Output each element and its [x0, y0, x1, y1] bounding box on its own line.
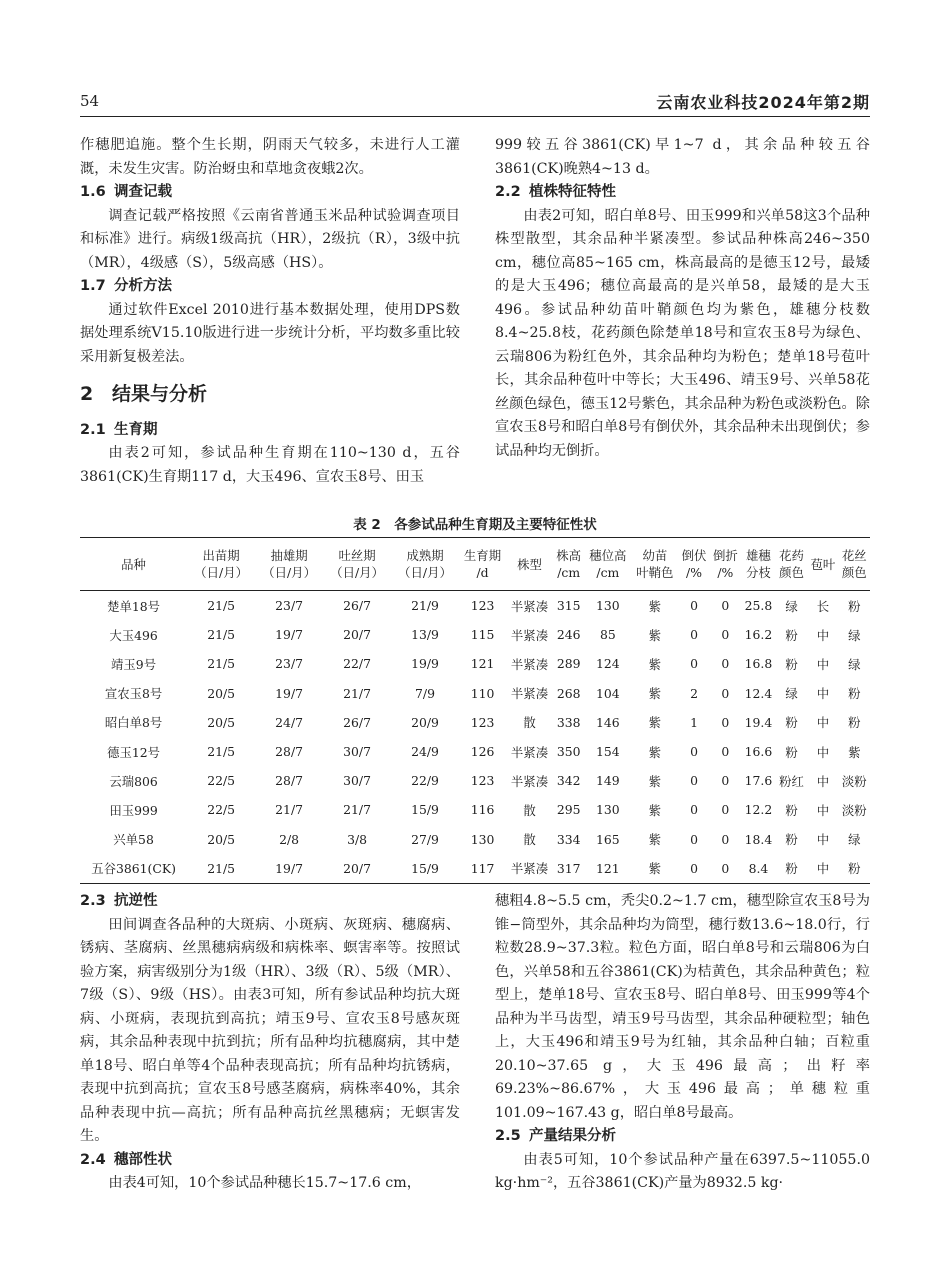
table-cell: 0: [721, 656, 730, 672]
table-cell: 123: [470, 714, 495, 730]
table-cell: 17.6: [744, 773, 773, 789]
table-cell: 30/7: [343, 773, 371, 789]
paragraph: 由表4可知，10个参试品种穗长15.7~17.6 cm，: [108, 1175, 421, 1191]
paragraph: 穗粗4.8~5.5 cm，秃尖0.2~1.7 cm，穗型除宣农玉8号为锥−筒型外，其余品种均为筒型，穗行数13.6~18.0行，行粒数28.9~37.3粒。粒色方面，昭白单8号和云瑞806为白色，兴单58和五谷3861(CK)为桔黄色，其余品种黄色；粒型上，楚单18号、宣农玉8号、昭白单8号、田玉999等4个品种为半马齿型，靖玉9号马齿型，其余品种硬粒型；轴色上，大玉496和靖玉9号为红轴，其余品种白轴；百粒重20.10~37.65 g，大玉496最高；出籽率69.23%~86.67%，大玉496最高；单穗粒重101.09~167.43 g，昭白单8号最高。: [495, 893, 870, 1121]
table-cell: 289: [556, 656, 581, 672]
paragraph: 由表2可知，昭白单8号、田玉999和兴单58这3个品种株型散型，其余品种半紧凑型。参试品种株高246~350 cm，穗位高85~165 cm，株高最高的是德玉12号，最矮的是大玉496；穗位高最高的是兴单58，最矮的是大玉496。参试品种幼苗叶鞘颜色均为紫色，雄穗分枝数8.4~25.8枝，花药颜色除楚单18号和宣农玉8号为绿色、云瑞806为粉红色外，其余品种均为粉色；楚单18号苞叶长，其余品种苞叶中等长；大玉496、靖玉9号、兴单58花丝颜色绿色，德玉12号紫色，其余品种为粉色或淡粉色。除宣农玉8号和昭白单8号有倒伏外，其余品种未出现倒伏；参试品种均无倒折。: [495, 207, 870, 459]
table-cell: 20/5: [207, 685, 236, 701]
table-cell: 绿: [848, 656, 861, 672]
table-cell: 21/5: [207, 860, 236, 876]
table-cell: 21/7: [275, 802, 303, 818]
table-cell: 165: [596, 831, 620, 847]
table-cell: 21/5: [207, 656, 236, 672]
table-cell: 半紧凑: [510, 686, 549, 702]
table-cell: 12.2: [744, 802, 773, 818]
table-header-cell: 株型: [506, 538, 553, 591]
table-cell: 24/7: [275, 714, 303, 730]
table-cell: 粉: [848, 686, 861, 702]
table-cell: 中: [816, 773, 830, 789]
table-cell: 紫: [648, 656, 662, 672]
table-cell: 半紧凑: [510, 598, 549, 614]
table-cell: 绿: [848, 627, 861, 643]
table-row: [80, 591, 870, 621]
table-cell: 317: [556, 860, 581, 876]
table-header-cell: 出苗期 （日/月）: [187, 538, 255, 591]
paragraph: 通过软件Excel 2010进行基本数据处理，使用DPS数据处理系统V15.10版进行进一步统计分析，平均数多重比较采用新复极差法。: [80, 301, 460, 365]
paragraph: 由表5可知，10个参试品种产量在6397.5~11055.0 kg·hm⁻²，五谷3861(CK)产量为8932.5 kg·: [495, 1151, 870, 1191]
table-cell: 154: [596, 744, 620, 760]
table-cell: 146: [596, 714, 620, 730]
table-cell: 20/7: [343, 860, 371, 876]
table-cell: 21/7: [343, 685, 371, 701]
table-cell: 0: [721, 802, 730, 818]
table-cell: 315: [556, 598, 581, 614]
table-cell: 0: [721, 627, 730, 643]
table-cell: 117: [470, 860, 495, 876]
table-cell: 19/7: [275, 627, 303, 643]
table-cell: 半紧凑: [510, 627, 549, 643]
table-cell: 粉: [785, 744, 798, 760]
table-cell: 18.4: [744, 831, 773, 847]
table-cell: 3/8: [347, 831, 368, 847]
table-cell: 23/7: [275, 598, 303, 614]
table-cell: 绿: [785, 686, 798, 702]
table-cell: 20/5: [207, 714, 236, 730]
paragraph: 999较五谷3861(CK)早1~7 d，其余品种较五谷3861(CK)晚熟4~13 d。: [495, 137, 870, 177]
table-cell: 130: [470, 831, 495, 847]
table-cell: 21/9: [411, 598, 439, 614]
right-column-top: [495, 134, 870, 463]
table-cell: 中: [816, 715, 830, 731]
table-cell: 靖玉9号: [111, 656, 157, 672]
table-cell: 110: [470, 685, 495, 701]
table-cell: 楚单18号: [107, 598, 161, 614]
table-cell: 13/9: [411, 627, 439, 643]
table-header-cell: 生育期 /d: [459, 538, 506, 591]
table-cell: 0: [690, 598, 698, 614]
table-cell: 0: [721, 773, 730, 789]
section-heading-2: 2 结果与分析: [80, 383, 208, 405]
table-cell: 中: [816, 686, 830, 702]
paragraph: 由表2可知，参试品种生育期在110~130 d，五谷3861(CK)生育期117 d，大玉496、宣农玉8号、田玉: [80, 445, 460, 485]
paragraph: 调查记载严格按照《云南省普通玉米品种试验调查项目和标准》进行。病级1级高抗（HR），2级抗（R），3级中抗（MR），4级感（S），5级高感（HS）。: [80, 207, 460, 271]
table-cell: 20/9: [411, 714, 439, 730]
left-column-bottom: [80, 890, 460, 1196]
table-cell: 紫: [648, 598, 662, 614]
table-cell: 田玉999: [109, 802, 158, 818]
table-cell: 126: [470, 744, 495, 760]
table-row: [80, 649, 870, 678]
table-cell: 22/9: [411, 773, 439, 789]
table-cell: 19.4: [744, 714, 773, 730]
table-cell: 粉: [785, 627, 798, 643]
table-cell: 21/5: [207, 627, 236, 643]
table-cell: 19/9: [411, 656, 439, 672]
table-header-cell: 株高 /cm: [553, 538, 584, 591]
table-cell: 淡粉: [841, 802, 867, 818]
table-cell: 0: [721, 714, 730, 730]
table-cell: 宣农玉8号: [104, 686, 163, 702]
table-cell: 紫: [648, 832, 662, 848]
table-cell: 紫: [648, 773, 662, 789]
table-row: [80, 708, 870, 737]
table-cell: 22/5: [207, 802, 236, 818]
table-cell: 兴单58: [113, 832, 154, 848]
table-cell: 115: [470, 627, 495, 643]
table-cell: 149: [596, 773, 620, 789]
table-cell: 粉红: [779, 773, 804, 789]
table-cell: 334: [556, 831, 581, 847]
table-cell: 0: [690, 627, 698, 643]
table-cell: 30/7: [343, 744, 371, 760]
table-cell: 散: [523, 715, 536, 731]
table-cell: 散: [523, 802, 536, 818]
table-cell: 中: [816, 744, 830, 760]
table-header-cell: 吐丝期 （日/月）: [323, 538, 391, 591]
table-cell: 中: [816, 861, 830, 877]
table-cell: 268: [556, 685, 581, 701]
table-header-cell: 花丝 颜色: [839, 538, 870, 591]
table-cell: 124: [596, 656, 620, 672]
table-cell: 紫: [648, 744, 662, 760]
section-heading-2-1: 2.1 生育期: [80, 421, 158, 438]
table-cell: 0: [690, 656, 698, 672]
table-cell: 0: [721, 831, 730, 847]
table-cell: 22/5: [207, 773, 236, 789]
table-row: [80, 737, 870, 766]
table-cell: 粉: [785, 832, 798, 848]
table-header-cell: 品种: [80, 538, 187, 591]
section-heading-2-5: 2.5 产量结果分析: [495, 1128, 616, 1144]
table-cell: 123: [470, 773, 495, 789]
table-cell: 半紧凑: [510, 744, 549, 760]
table-cell: 123: [470, 598, 495, 614]
table-header-cell: 雄穗 分枝: [741, 538, 776, 591]
table-cell: 24/9: [411, 744, 439, 760]
table-cell: 淡粉: [841, 773, 867, 789]
table-cell: 2: [690, 685, 698, 701]
table-cell: 散: [523, 832, 536, 848]
table-cell: 21/5: [207, 598, 236, 614]
table-cell: 1: [690, 714, 698, 730]
table-cell: 116: [470, 802, 495, 818]
table-cell: 紫: [648, 627, 662, 643]
table-cell: 长: [816, 598, 830, 614]
table-row: [80, 795, 870, 824]
table-header-cell: 抽雄期 （日/月）: [255, 538, 323, 591]
table-cell: 粉: [785, 802, 798, 818]
table-cell: 15/9: [411, 860, 439, 876]
table-cell: 0: [690, 802, 698, 818]
table-cell: 12.4: [744, 685, 773, 701]
table-cell: 23/7: [275, 656, 303, 672]
table-cell: 半紧凑: [510, 861, 549, 877]
table-cell: 19/7: [275, 685, 303, 701]
table-cell: 0: [690, 831, 698, 847]
table-cell: 121: [596, 860, 620, 876]
table-cell: 2/8: [279, 831, 300, 847]
table-cell: 130: [596, 598, 620, 614]
table-cell: 20/5: [207, 831, 236, 847]
left-column-top: [80, 134, 460, 489]
table-cell: 8.4: [748, 860, 769, 876]
table-cell: 21/5: [207, 744, 236, 760]
table-cell: 15/9: [411, 802, 439, 818]
table-row: [80, 825, 870, 854]
table-cell: 121: [470, 656, 495, 672]
table-cell: 130: [596, 802, 620, 818]
table-cell: 27/9: [411, 831, 439, 847]
table-cell: 粉: [785, 656, 798, 672]
table-cell: 0: [721, 685, 730, 701]
table-cell: 紫: [648, 715, 662, 731]
table-cell: 大玉496: [109, 627, 158, 643]
table-caption: 表 2 各参试品种生育期及主要特征性状: [353, 517, 597, 533]
section-heading-1-7: 1.7 分析方法: [80, 278, 172, 294]
journal-title: 云南农业科技2024年第2期: [656, 93, 870, 112]
table-row: [80, 679, 870, 708]
table-body: [80, 591, 870, 884]
table-cell: 云瑞806: [109, 773, 158, 789]
table-header-row: [80, 538, 870, 591]
table-cell: 紫: [648, 802, 662, 818]
right-column-bottom: [495, 890, 870, 1196]
table-cell: 85: [599, 627, 616, 643]
table-cell: 绿: [785, 598, 798, 614]
table-cell: 粉: [848, 598, 861, 614]
table-cell: 0: [721, 598, 730, 614]
table-cell: 16.6: [744, 744, 773, 760]
table-cell: 紫: [648, 686, 662, 702]
section-heading-1-6: 1.6 调查记载: [80, 184, 172, 200]
table-cell: 粉: [848, 715, 861, 731]
table-cell: 295: [556, 802, 581, 818]
table-cell: 绿: [848, 832, 861, 848]
table-cell: 26/7: [343, 598, 371, 614]
table-cell: 半紧凑: [510, 773, 549, 789]
table-cell: 粉: [848, 861, 861, 877]
table-cell: 16.8: [744, 656, 773, 672]
table-cell: 五谷3861(CK): [91, 861, 176, 877]
paragraph: 作穗肥追施。整个生长期，阴雨天气较多，未进行人工灌溉，未发生灾害。防治蚜虫和草地贪夜蛾2次。: [80, 137, 460, 177]
table-cell: 342: [556, 773, 581, 789]
table-cell: 0: [690, 773, 698, 789]
page-number: 54: [80, 92, 100, 110]
table-cell: 21/7: [343, 802, 371, 818]
table-cell: 粉: [785, 861, 798, 877]
page-header: [80, 90, 870, 117]
table-cell: 紫: [848, 744, 861, 760]
table-cell: 中: [816, 802, 830, 818]
table-cell: 246: [556, 627, 581, 643]
table-cell: 104: [596, 685, 620, 701]
table-cell: 0: [721, 860, 730, 876]
table-2: [80, 537, 870, 884]
table-cell: 粉: [785, 715, 798, 731]
table-cell: 0: [690, 744, 698, 760]
table-cell: 26/7: [343, 714, 371, 730]
table-row: [80, 766, 870, 795]
table-cell: 0: [721, 744, 730, 760]
table-cell: 28/7: [275, 773, 303, 789]
table-row: [80, 620, 870, 649]
section-heading-2-3: 2.3 抗逆性: [80, 893, 158, 909]
table-cell: 昭白单8号: [104, 715, 163, 731]
table-cell: 19/7: [275, 860, 303, 876]
table-row: [80, 854, 870, 884]
table-header-cell: 花药 颜色: [776, 538, 807, 591]
table-cell: 紫: [648, 861, 662, 877]
table-cell: 中: [816, 627, 830, 643]
table-cell: 中: [816, 656, 830, 672]
table-cell: 25.8: [744, 598, 773, 614]
table-cell: 0: [690, 860, 698, 876]
table-cell: 28/7: [275, 744, 303, 760]
paragraph: 田间调查各品种的大斑病、小斑病、灰斑病、穗腐病、锈病、茎腐病、丝黑穗病病级和病株率、螟害率等。按照试验方案，病害级别分为1级（HR）、3级（R）、5级（MR）、7级（S）、9级（HS）。由表3可知，所有参试品种均抗大斑病、小斑病，表现抗到高抗；靖玉9号、宣农玉8号感灰斑病，其余品种表现中抗到抗；所有品种均抗穗腐病，其中楚单18号、昭白单等4个品种表现高抗；所有品种均抗锈病，表现中抗到高抗；宣农玉8号感茎腐病，病株率40%，其余品种表现中抗—高抗；所有品种高抗丝黑穗病；无螟害发生。: [80, 916, 460, 1144]
table-header-cell: 倒折 /%: [710, 538, 741, 591]
table-cell: 德玉12号: [107, 744, 161, 760]
table-header-cell: 苞叶: [807, 538, 838, 591]
section-heading-2-2: 2.2 植株特征特性: [495, 184, 616, 200]
table-cell: 16.2: [744, 627, 773, 643]
table-header-cell: 幼苗 叶鞘色: [631, 538, 678, 591]
section-heading-2-4: 2.4 穗部性状: [80, 1151, 172, 1168]
table-cell: 22/7: [343, 656, 371, 672]
table-cell: 338: [556, 714, 581, 730]
table-header-cell: 穗位高 /cm: [584, 538, 631, 591]
table-header-cell: 倒伏 /%: [678, 538, 709, 591]
table-cell: 350: [556, 744, 581, 760]
table-cell: 半紧凑: [510, 656, 549, 672]
table-cell: 20/7: [343, 627, 371, 643]
table-cell: 中: [816, 832, 830, 848]
table-cell: 7/9: [415, 685, 435, 701]
table-header-cell: 成熟期 （日/月）: [391, 538, 459, 591]
